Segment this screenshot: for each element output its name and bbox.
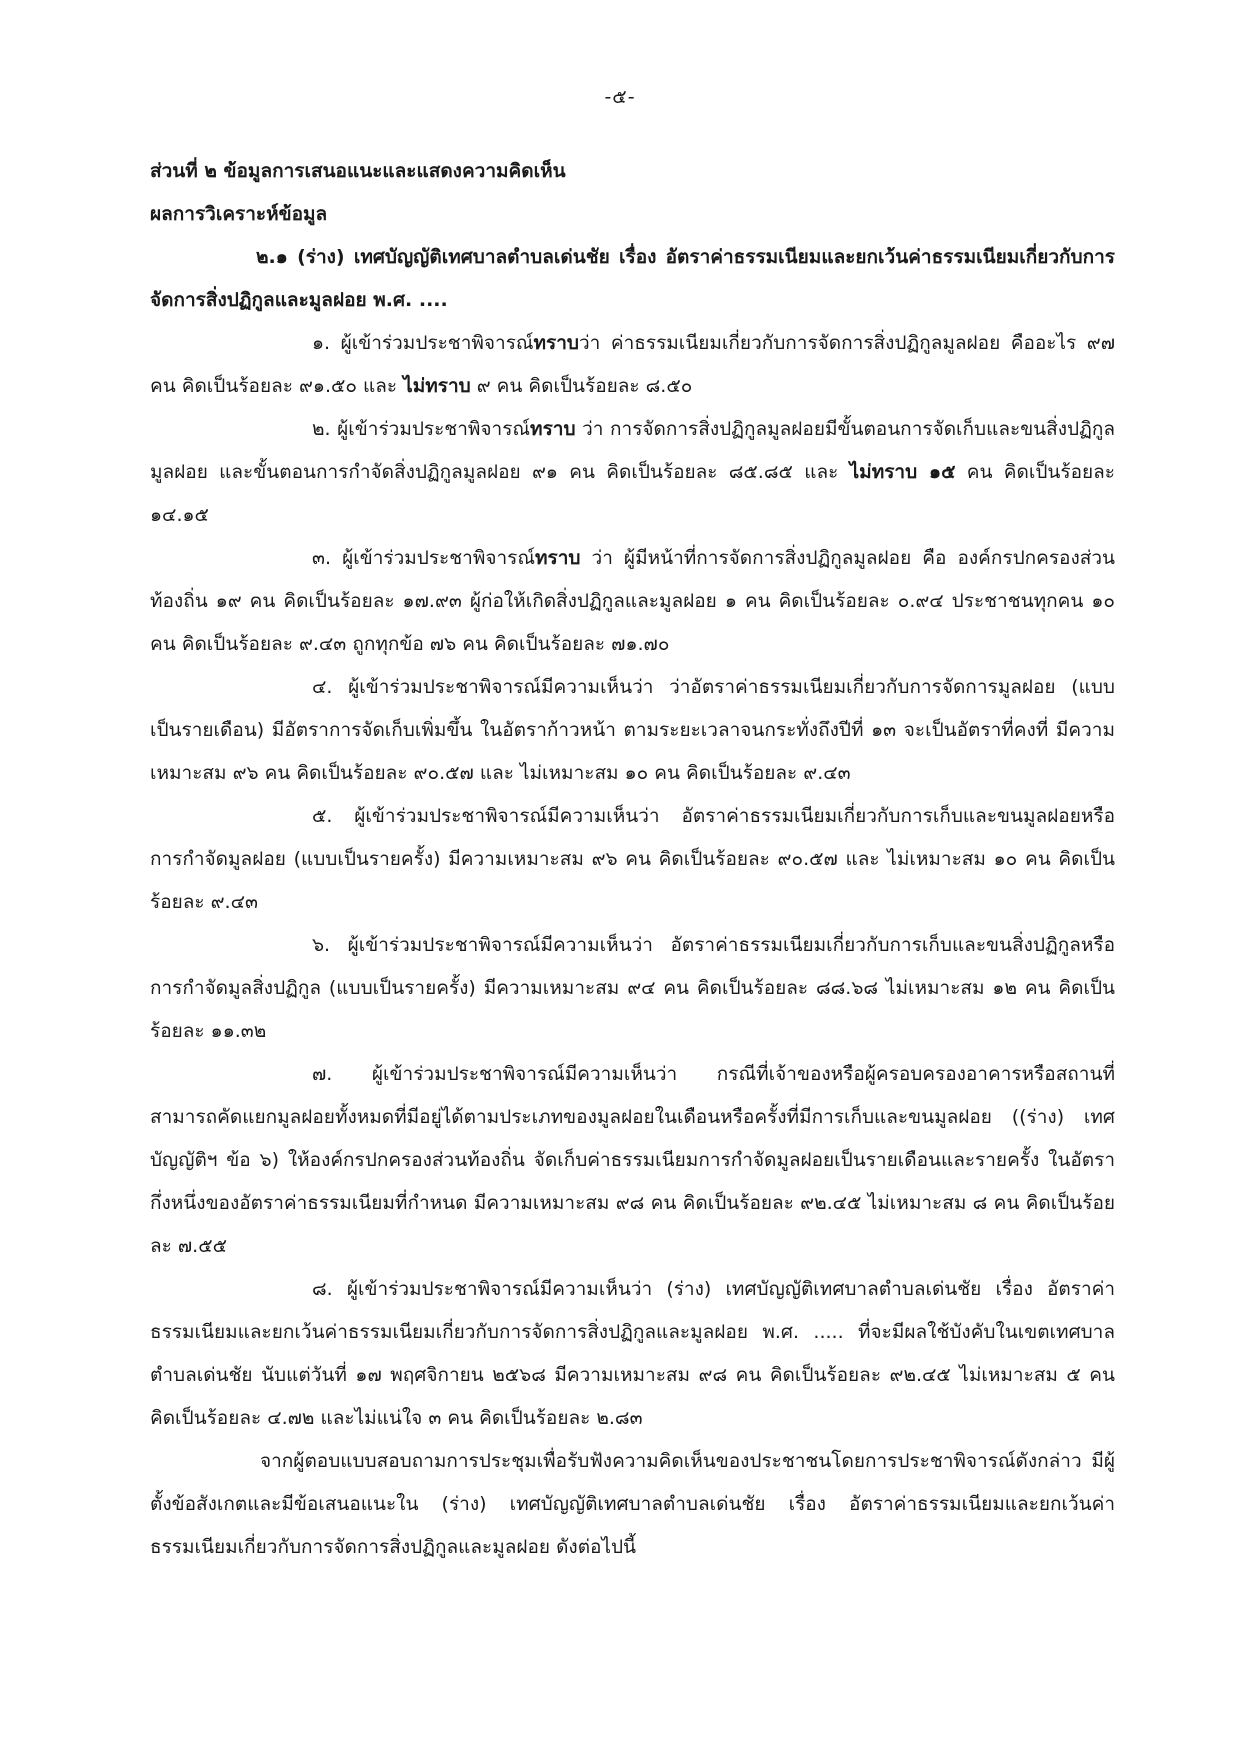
item-4: ๔. ผู้เข้าร่วมประชาพิจารณ์มีความเห็นว่า ว่าอัตราค่าธรรมเนียมเกี่ยวกับการจัดการมูลฝอย (แบบเป็นรายเดือน) มีอัตราการจัดเก็บเพิ่มขึ้น ในอัตราก้าวหน้า ตามระยะเวลาจนกระทั่งถึงปีที่ ๑๓ จะเป็นอัตราที่คงที่ มีความเหมาะสม ๙๖ คน คิดเป็นร้อยละ ๙๐.๕๗ และ ไม่เหมาะสม ๑๐ คน คิดเป็นร้อยละ ๙.๔๓ — [150, 676, 1115, 784]
item-2: ๒. ผู้เข้าร่วมประชาพิจารณ์ทราบ ว่า การจัดการสิ่งปฏิกูลมูลฝอยมีขั้นตอนการจัดเก็บและขนสิ่งปฏิกูลมูลฝอย และขั้นตอนการกำจัดสิ่งปฏิกูลมูลฝอย ๙๑ คน คิดเป็นร้อยละ ๘๕.๘๕ และ ไม่ทราบ ๑๕ คน คิดเป็นร้อยละ ๑๔.๑๕ — [150, 418, 1116, 526]
analysis-heading: ผลการวิเคราะห์ข้อมูล — [150, 203, 328, 225]
page-number: -๕- — [604, 86, 636, 108]
document-body — [150, 150, 1115, 1569]
item-3: ๓. ผู้เข้าร่วมประชาพิจารณ์ทราบ ว่า ผู้มีหน้าที่การจัดการสิ่งปฏิกูลมูลฝอย คือ องค์กรปกครองส่วนท้องถิ่น ๑๙ คน คิดเป็นร้อยละ ๑๗.๙๓ ผู้ก่อให้เกิดสิ่งปฏิกูลและมูลฝอย ๑ คน คิดเป็นร้อยละ ๐.๙๔ ประชาชนทุกคน ๑๐ คน คิดเป็นร้อยละ ๙.๔๓ ถูกทุกข้อ ๗๖ คน คิดเป็นร้อยละ ๗๑.๗๐ — [150, 547, 1115, 655]
item-7: ๗. ผู้เข้าร่วมประชาพิจารณ์มีความเห็นว่า กรณีที่เจ้าของหรือผู้ครอบครองอาคารหรือสถานที่สามารถคัดแยกมูลฝอยทั้งหมดที่มีอยู่ได้ตามประเภทของมูลฝอยในเดือนหรือครั้งที่มีการเก็บและขนมูลฝอย ((ร่าง) เทศบัญญัติฯ ข้อ ๖) ให้องค์กรปกครองส่วนท้องถิ่น จัดเก็บค่าธรรมเนียมการกำจัดมูลฝอยเป็นรายเดือนและรายครั้ง ในอัตรากึ่งหนึ่งของอัตราค่าธรรมเนียมที่กำหนด มีความเหมาะสม ๙๘ คน คิดเป็นร้อยละ ๙๒.๔๕ ไม่เหมาะสม ๘ คน คิดเป็นร้อยละ ๗.๕๕ — [150, 1063, 1115, 1257]
item-6: ๖. ผู้เข้าร่วมประชาพิจารณ์มีความเห็นว่า อัตราค่าธรรมเนียมเกี่ยวกับการเก็บและขนสิ่งปฏิกูลหรือการกำจัดมูลสิ่งปฏิกูล (แบบเป็นรายครั้ง) มีความเหมาะสม ๙๔ คน คิดเป็นร้อยละ ๘๘.๖๘ ไม่เหมาะสม ๑๒ คน คิดเป็นร้อยละ ๑๑.๓๒ — [150, 934, 1115, 1042]
section-heading: ส่วนที่ ๒ ข้อมูลการเสนอแนะและแสดงความคิดเห็น — [150, 160, 566, 182]
closing-paragraph: จากผู้ตอบแบบสอบถามการประชุมเพื่อรับฟังความคิดเห็นของประชาชนโดยการประชาพิจารณ์ดังกล่าว มีผู้ตั้งข้อสังเกตและมีข้อเสนอแนะใน (ร่าง) เทศบัญญัติเทศบาลตำบลเด่นชัย เรื่อง อัตราค่าธรรมเนียมและยกเว้นค่าธรรมเนียมเกี่ยวกับการจัดการสิ่งปฏิกูลและมูลฝอย ดังต่อไปนี้ — [150, 1450, 1115, 1558]
item-5: ๕. ผู้เข้าร่วมประชาพิจารณ์มีความเห็นว่า อัตราค่าธรรมเนียมเกี่ยวกับการเก็บและขนมูลฝอยหรือการกำจัดมูลฝอย (แบบเป็นรายครั้ง) มีความเหมาะสม ๙๖ คน คิดเป็นร้อยละ ๙๐.๕๗ และ ไม่เหมาะสม ๑๐ คน คิดเป็นร้อยละ ๙.๔๓ — [150, 805, 1115, 913]
item-8: ๘. ผู้เข้าร่วมประชาพิจารณ์มีความเห็นว่า (ร่าง) เทศบัญญัติเทศบาลตำบลเด่นชัย เรื่อง อัตราค่าธรรมเนียมและยกเว้นค่าธรรมเนียมเกี่ยวกับการจัดการสิ่งปฏิกูลและมูลฝอย พ.ศ. ..... ที่จะมีผลใช้บังคับในเขตเทศบาลตำบลเด่นชัย นับแต่วันที่ ๑๗ พฤศจิกายน ๒๕๖๘ มีความเหมาะสม ๙๘ คน คิดเป็นร้อยละ ๙๒.๔๕ ไม่เหมาะสม ๕ คน คิดเป็นร้อยละ ๔.๗๒ และไม่แน่ใจ ๓ คน คิดเป็นร้อยละ ๒.๘๓ — [150, 1278, 1115, 1429]
draft-title: ๒.๑ (ร่าง) เทศบัญญัติเทศบาลตำบลเด่นชัย เรื่อง อัตราค่าธรรมเนียมและยกเว้นค่าธรรมเนียมเกี่ยวกับการจัดการสิ่งปฏิกูลและมูลฝอย พ.ศ. .... — [150, 246, 1115, 311]
item-1: ๑. ผู้เข้าร่วมประชาพิจารณ์ทราบว่า ค่าธรรมเนียมเกี่ยวกับการจัดการสิ่งปฏิกูลมูลฝอย คืออะไร ๙๗ คน คิดเป็นร้อยละ ๙๑.๕๐ และ ไม่ทราบ ๙ คน คิดเป็นร้อยละ ๘.๕๐ — [150, 332, 1116, 397]
